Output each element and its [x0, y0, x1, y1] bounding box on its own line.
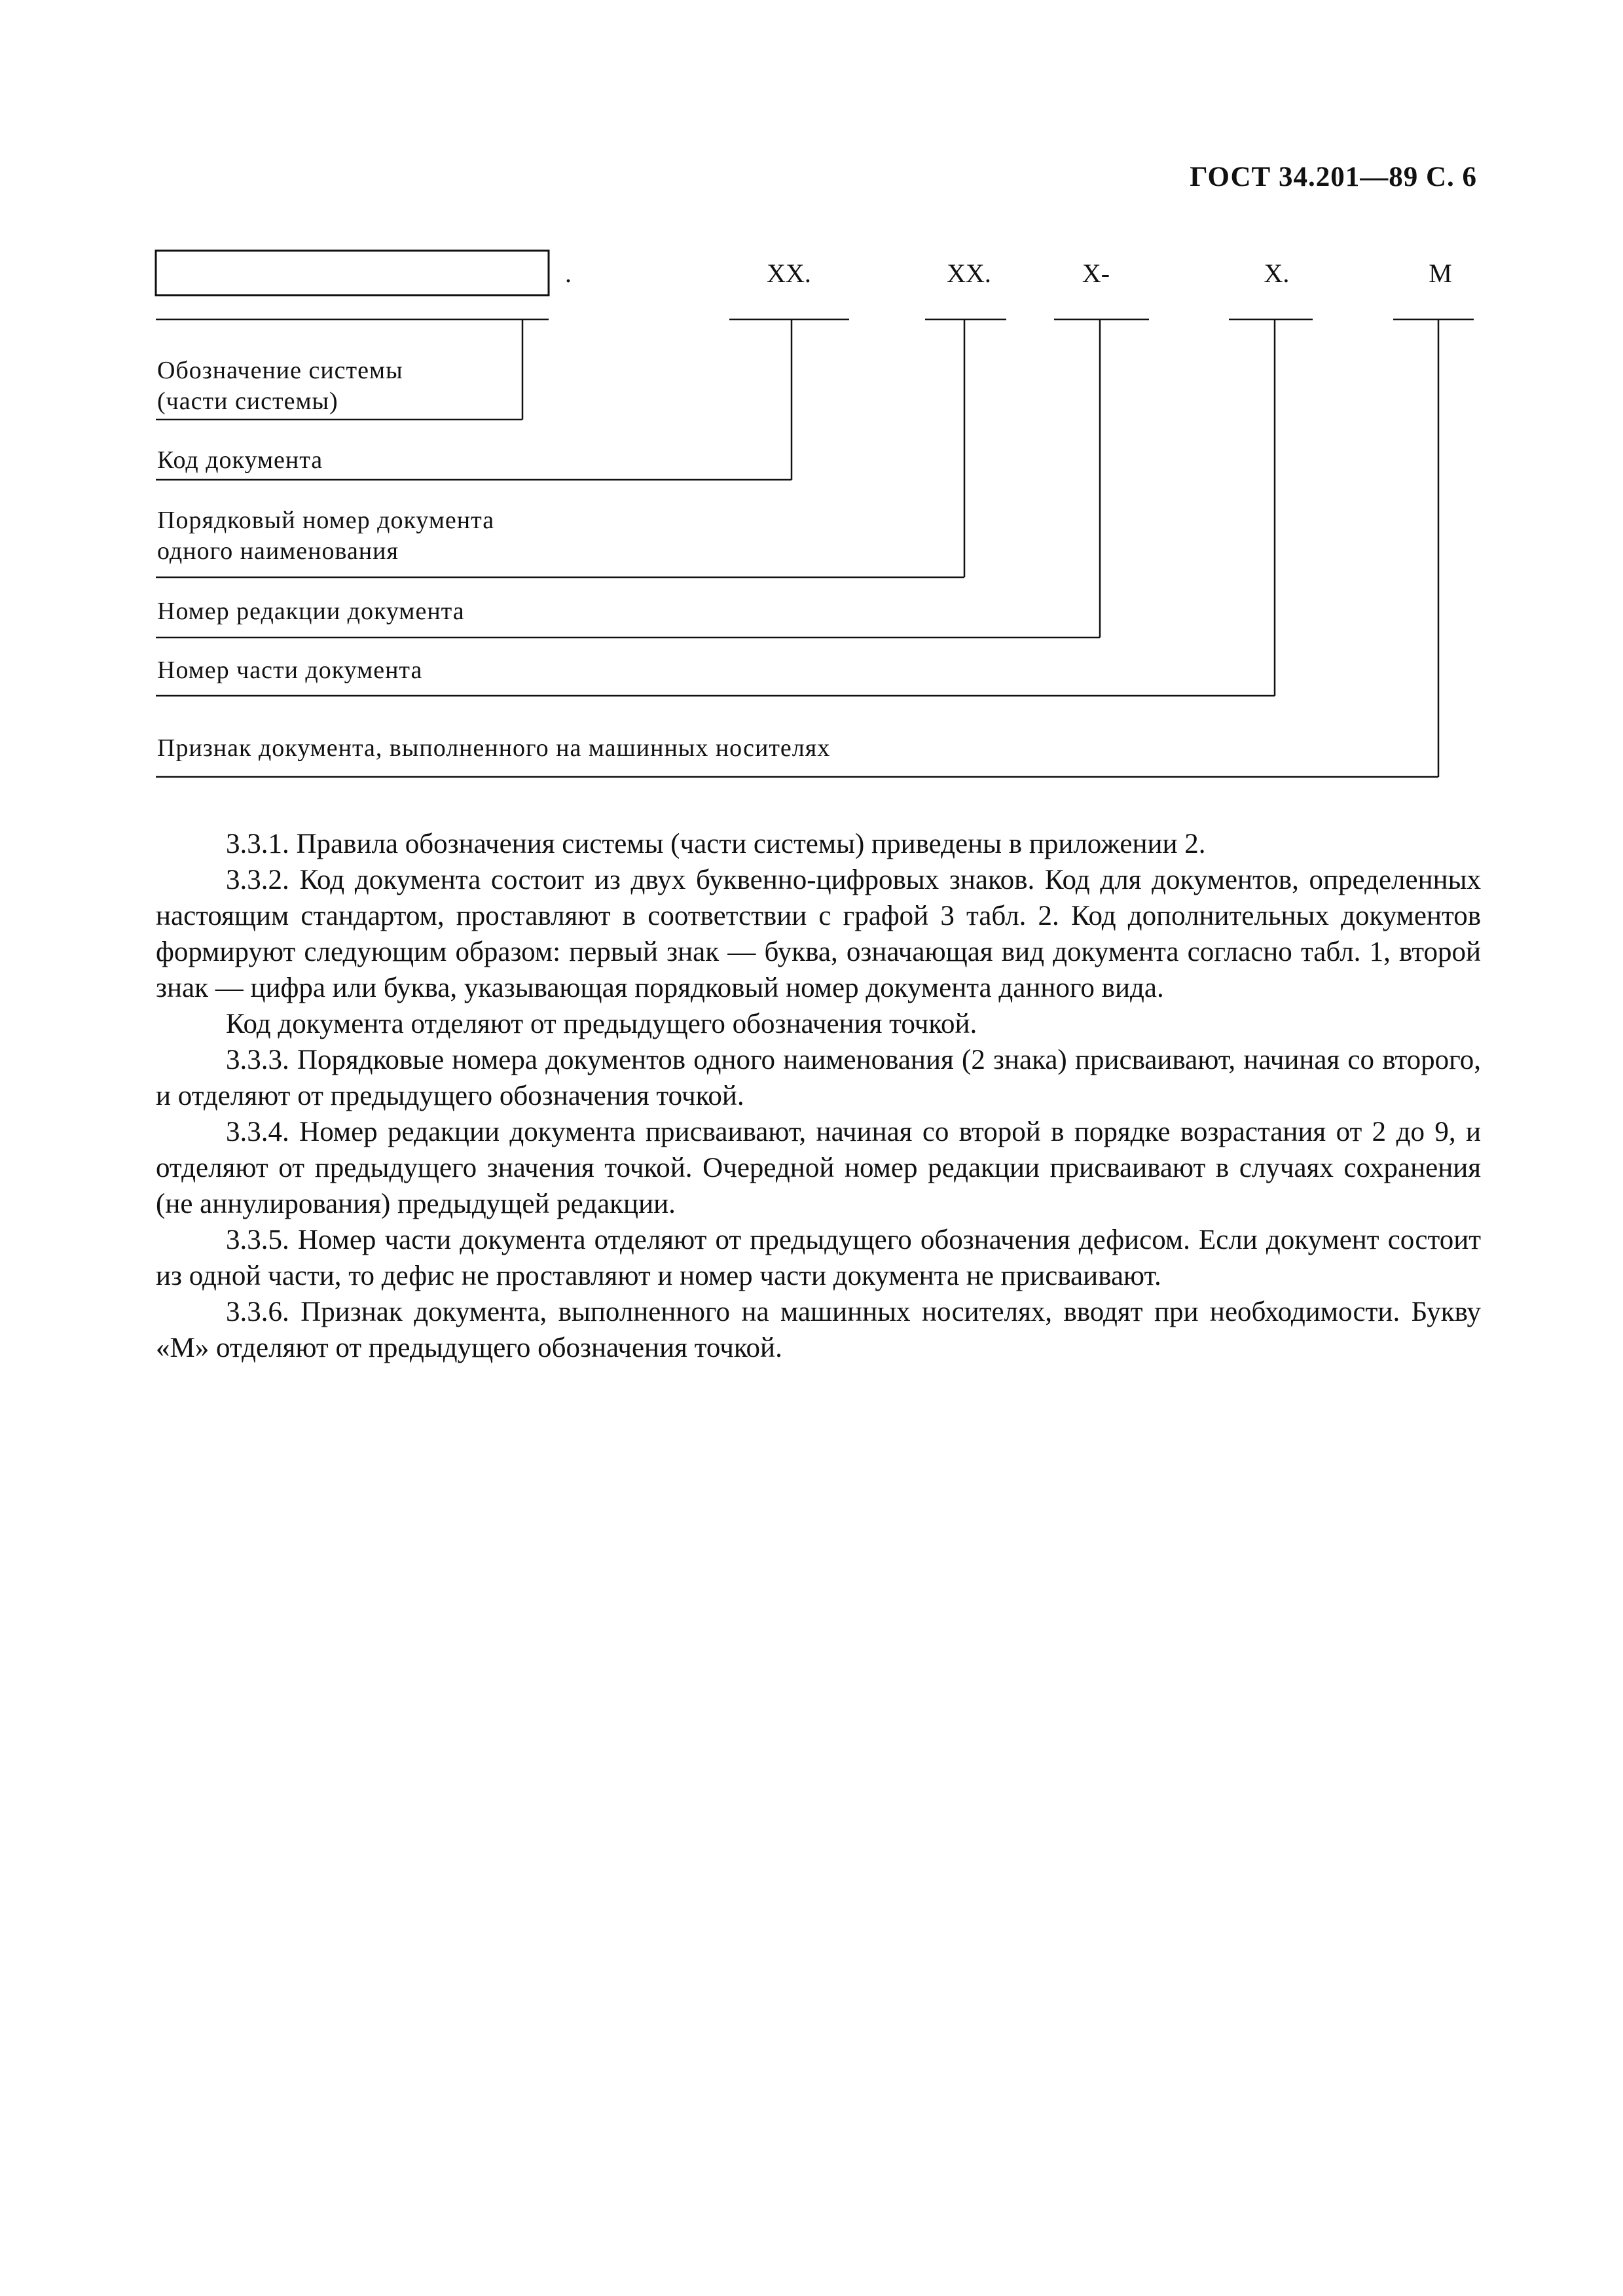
code-segment-media-sign: M	[1429, 259, 1452, 288]
label-line: (части системы)	[157, 387, 338, 415]
label-sequence-number	[157, 505, 494, 567]
label-document-code	[157, 445, 323, 476]
label-machine-media-sign	[157, 733, 830, 764]
paragraph-3-3-5: 3.3.5. Номер части документа отделяют от предыдущего обозначения дефисом. Если документ состоит из одной части, то дефис не проставляют и номер части документа не присваивают.	[156, 1225, 1481, 1291]
code-segment-sequence-number: XX.	[947, 259, 991, 288]
label-part-number	[157, 655, 422, 686]
label-line: одного наименования	[157, 537, 399, 565]
system-designation-box	[156, 251, 549, 295]
body-text	[156, 826, 1481, 1366]
label-line: Код документа	[157, 446, 323, 474]
code-segment-document-code: XX.	[767, 259, 811, 288]
label-edition-number	[157, 596, 465, 627]
paragraph-3-3-6: 3.3.6. Признак документа, выполненного на машинных носителях, вводят при необходимости. Букву «М» отделяют от предыдущего обозначения точкой.	[156, 1297, 1481, 1363]
paragraph-code-separator: Код документа отделяют от предыдущего обозначения точкой.	[226, 1009, 977, 1039]
designation-structure-diagram	[0, 0, 1623, 818]
label-line: Номер редакции документа	[157, 598, 465, 625]
page-header: ГОСТ 34.201—89 С. 6	[1190, 162, 1477, 192]
label-line: Обозначение системы	[157, 357, 403, 384]
label-line: Порядковый номер документа	[157, 507, 495, 534]
paragraph-3-3-3: 3.3.3. Порядковые номера документов одного наименования (2 знака) присваивают, начиная со второго, и отделяют от предыдущего обозначения точкой.	[156, 1045, 1481, 1111]
label-system-designation	[157, 355, 403, 417]
code-dot: .	[565, 259, 572, 288]
code-segment-part-number: X.	[1264, 259, 1290, 288]
code-segment-edition-number: X-	[1082, 259, 1110, 288]
paragraph-3-3-4: 3.3.4. Номер редакции документа присваивают, начиная со второй в порядке возрастания от 2 до 9, и отделяют от предыдущего значения точкой. Очередной номер редакции присваивают в случаях сохранения (не аннулирования) предыдущей редакции.	[156, 1117, 1481, 1219]
paragraph-3-3-2: 3.3.2. Код документа состоит из двух буквенно-цифровых знаков. Код для документов, определенных настоящим стандартом, проставляют в соответствии с графой 3 табл. 2. Код дополнительных документов формируют следующим образом: первый знак — буква, означающая вид документа согласно табл. 1, второй знак — цифра или буква, указывающая порядковый номер документа данного вида.	[156, 865, 1481, 1003]
paragraph-3-3-1: 3.3.1. Правила обозначения системы (части системы) приведены в приложении 2.	[226, 829, 1206, 859]
label-line: Номер части документа	[157, 656, 423, 684]
label-line: Признак документа, выполненного на машинных носителях	[157, 734, 831, 762]
